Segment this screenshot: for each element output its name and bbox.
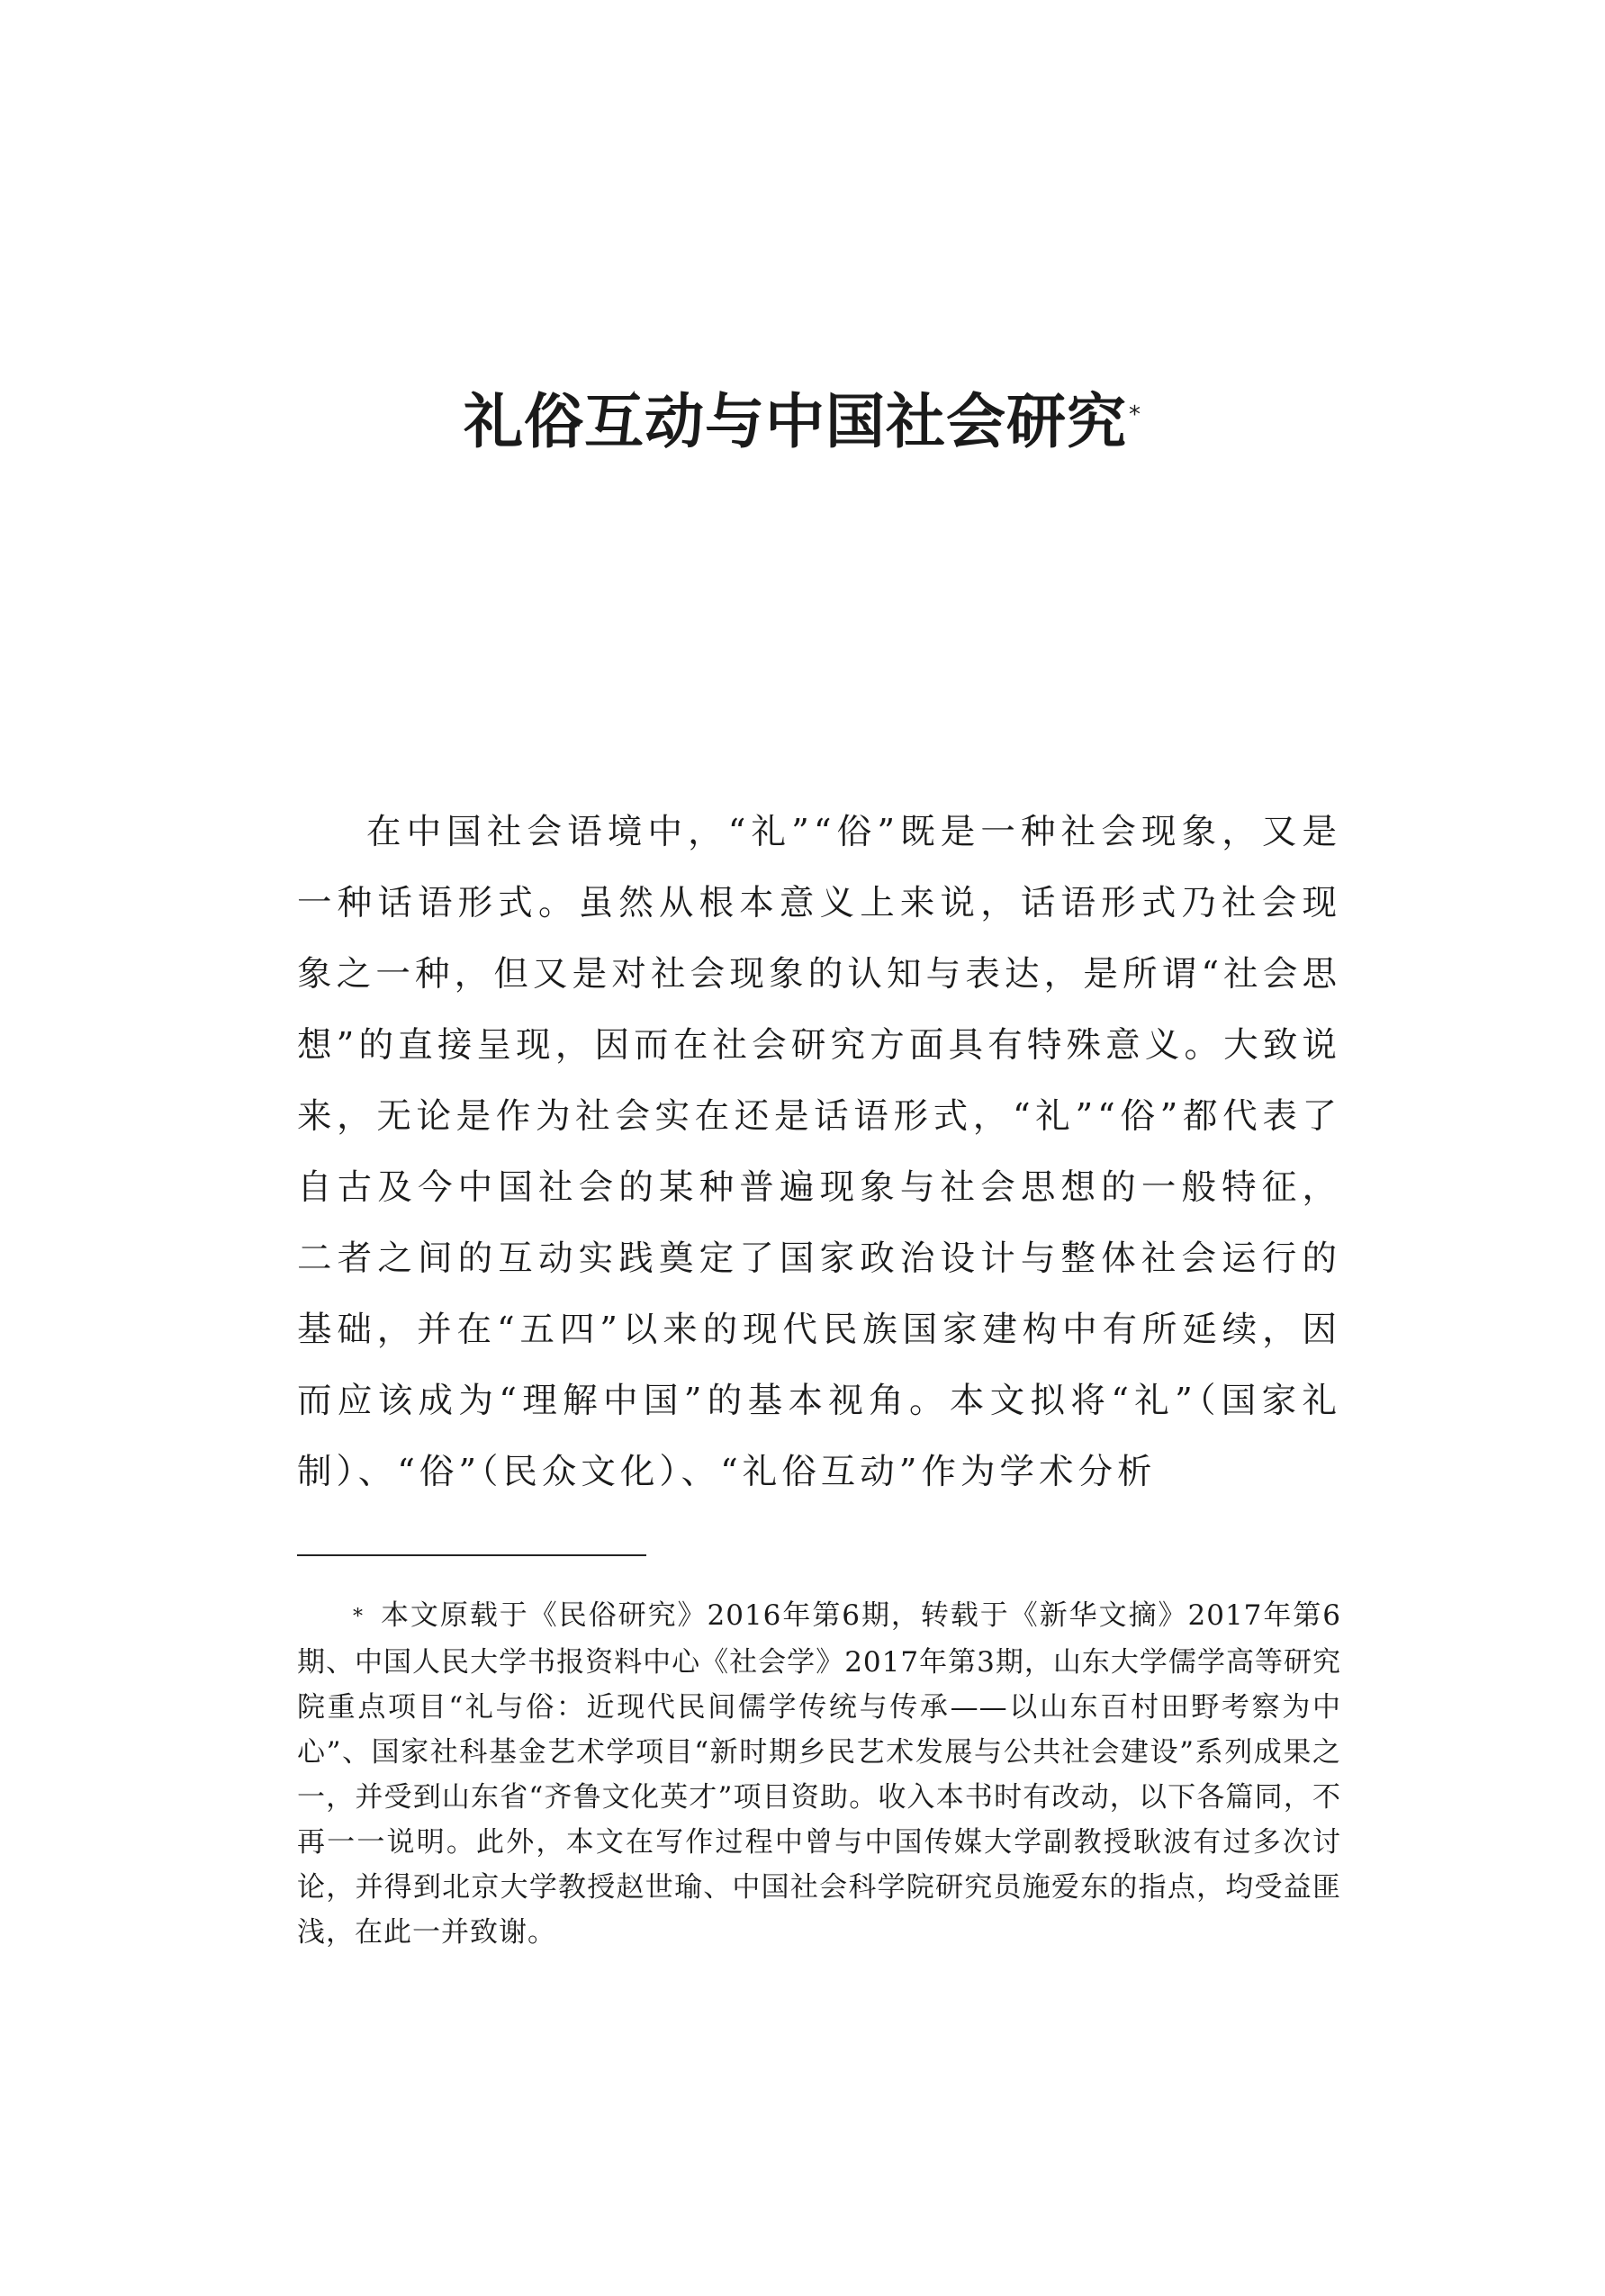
footnote-marker: * bbox=[353, 1605, 364, 1628]
footnote-divider bbox=[297, 1554, 646, 1556]
article-title bbox=[0, 382, 1605, 463]
title-footnote-marker: * bbox=[1129, 401, 1141, 429]
body-paragraph: 在中国社会语境中，“礼”“俗”既是一种社会现象，又是一种话语形式。虽然从根本意义上来说，话语形式乃社会现象之一种，但又是对社会现象的认知与表达，是所谓“社会思想”的直接呈现，因而在社会研究方面具有特殊意义。大致说来，无论是作为社会实在还是话语形式，“礼”“俗”都代表了自古及今中国社会的某种普遍现象与社会思想的一般特征，二者之间的互动实践奠定了国家政治设计与整体社会运行的基础，并在“五四”以来的现代民族国家建构中有所延续，因而应该成为“理解中国”的基本视角。本文拟将“礼”（国家礼制）、“俗”（民众文化）、“礼俗互动”作为学术分析 bbox=[297, 812, 1341, 1492]
footnote-text: 本文原载于《民俗研究》2016年第6期，转载于《新华文摘》2017年第6期、中国人民大学书报资料中心《社会学》2017年第3期，山东大学儒学高等研究院重点项目“礼与俗：近现代民间儒学传统与传承——以山东百村田野考察为中心”、国家社科基金艺术学项目“新时期乡民艺术发展与公共社会建设”系列成果之一，并受到山东省“齐鲁文化英才”项目资助。收入本书时有改动，以下各篇同，不再一一说明。此外，本文在写作过程中曾与中国传媒大学副教授耿波有过多次讨论，并得到北京大学教授赵世瑜、中国社会科学院研究员施爱东的指点，均受益匪浅，在此一并致谢。 bbox=[297, 1599, 1341, 1949]
article-title-text: 礼俗互动与中国社会研究 bbox=[464, 387, 1127, 457]
footnote bbox=[297, 1593, 1341, 1955]
